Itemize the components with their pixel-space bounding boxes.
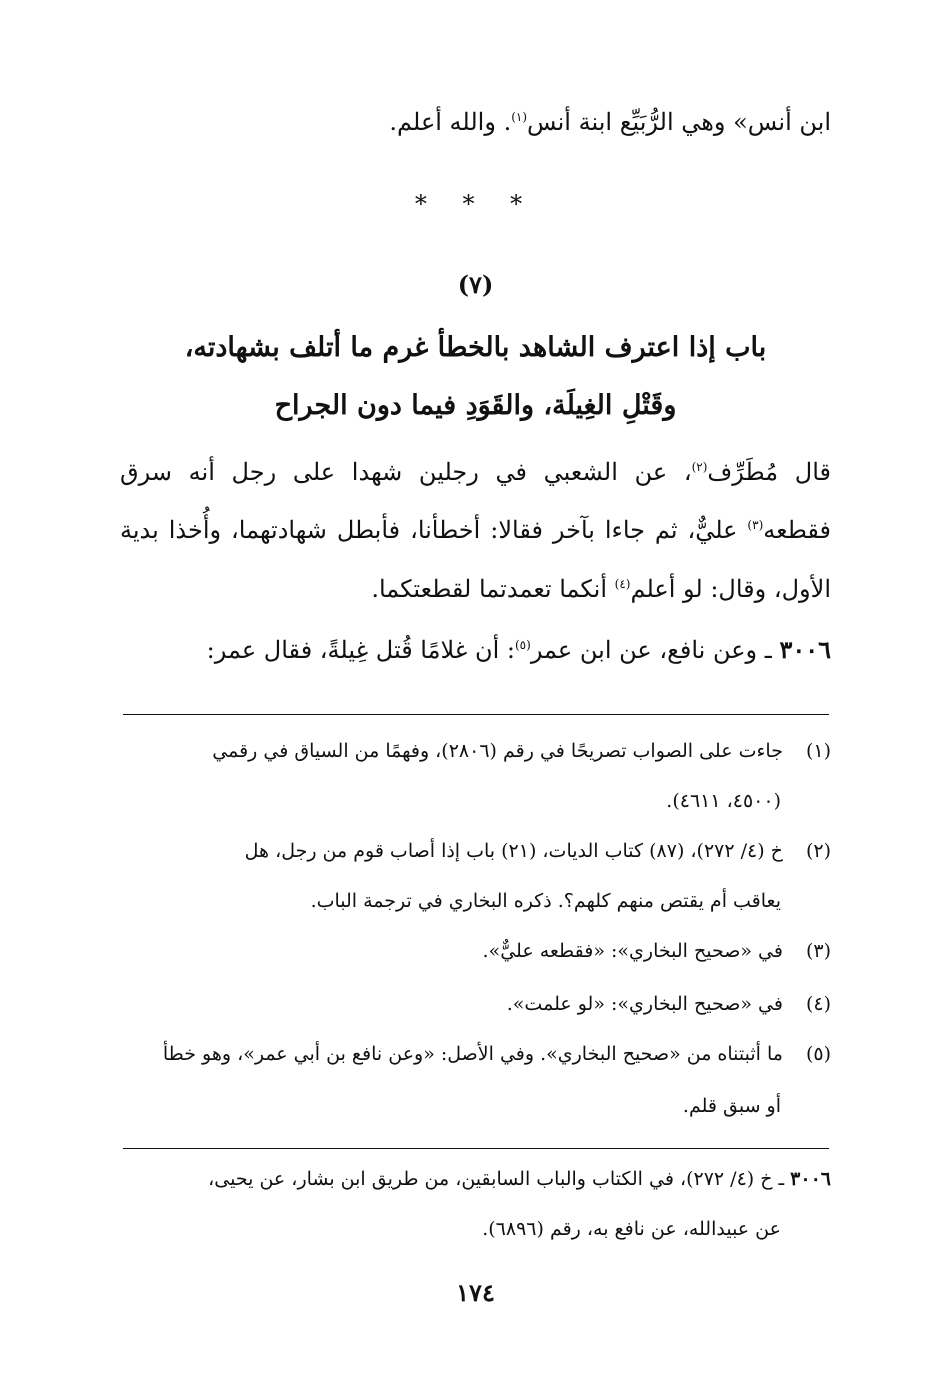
chapter-title-line-1: باب إذا اعترف الشاهد بالخطأ غرم ما أتلف بشهادته، xyxy=(184,332,767,363)
takhrij-line-2: عن عبيدالله، عن نافع به، رقم (٦٨٩٦). xyxy=(482,1218,781,1240)
body-line-2: فقطعه$^{(٣)}$ عليٌّ، ثم جاءا بآخر فقالا: أخطأنا، فأبطل شهادتهما، وأُخذا بدية xyxy=(120,516,831,544)
chapter-number: (٧) xyxy=(457,270,494,299)
hadith-3006-line: ٣٠٠٦ ـ وعن نافع، عن ابن عمر$^{(٥)}$: أن غلامًا قُتل غِيلةً، فقال عمر: xyxy=(206,635,831,664)
footnote-ref-5: (٥) xyxy=(514,638,531,652)
top-continuation-line: ابن أنس» وهي الرُّبَيِّع ابنة أنس$^{(١)}$. والله أعلم. xyxy=(389,108,831,136)
footnote-5-cont: أو سبق قلم. xyxy=(682,1095,781,1117)
footnote-4: (٤) في «صحيح البخاري»: «لو علمت». xyxy=(506,993,831,1015)
footnote-ref-3: (٣) xyxy=(747,518,764,532)
footnote-1: (١) جاءت على الصواب تصريحًا في رقم (٢٨٠٦)، وفهمًا من السياق في رقمي xyxy=(212,740,831,762)
footnotes-divider xyxy=(123,714,829,715)
footnote-ref-1: (١) xyxy=(511,110,528,124)
takhrij-number: ٣٠٠٦ xyxy=(790,1168,831,1190)
footnote-ref-2: (٢) xyxy=(691,460,708,474)
chapter-title-line-2: وقَتْلِ الغِيلَة، والقَوَدِ فيما دون الجراح xyxy=(274,390,677,421)
section-separator: * * * xyxy=(414,190,537,218)
footnote-3: (٣) في «صحيح البخاري»: «فقطعه عليٌّ». xyxy=(482,940,831,962)
footnote-2: (٢) خ (٤/ ٢٧٢)، (٨٧) كتاب الديات، (٢١) باب إذا أصاب قوم من رجل، هل xyxy=(244,840,831,862)
takhrij-divider xyxy=(123,1148,829,1149)
hadith-number: ٣٠٠٦ xyxy=(779,635,831,664)
footnote-2-cont: يعاقب أم يقتص منهم كلهم؟. ذكره البخاري في ترجمة الباب. xyxy=(310,890,781,912)
body-line-1: قال مُطَرِّف$^{(٢)}$، عن الشعبي في رجلين شهدا على رجل أنه سرق xyxy=(120,458,831,486)
page-number: ١٧٤ xyxy=(456,1278,495,1307)
footnote-1-cont: (٤٥٠٠، ٤٦١١). xyxy=(666,790,781,812)
takhrij-line-1: ٣٠٠٦ ـ خ (٤/ ٢٧٢)، في الكتاب والباب السابقين، من طريق ابن بشار، عن يحيى، xyxy=(208,1168,831,1190)
body-line-3: الأول، وقال: لو أعلم$^{(٤)}$ أنكما تعمدتما لقطعتكما. xyxy=(371,575,831,603)
footnote-5: (٥) ما أثبتناه من «صحيح البخاري». وفي الأصل: «وعن نافع بن أبي عمر»، وهو خطأ xyxy=(162,1043,831,1065)
footnote-ref-4: (٤) xyxy=(614,577,631,591)
